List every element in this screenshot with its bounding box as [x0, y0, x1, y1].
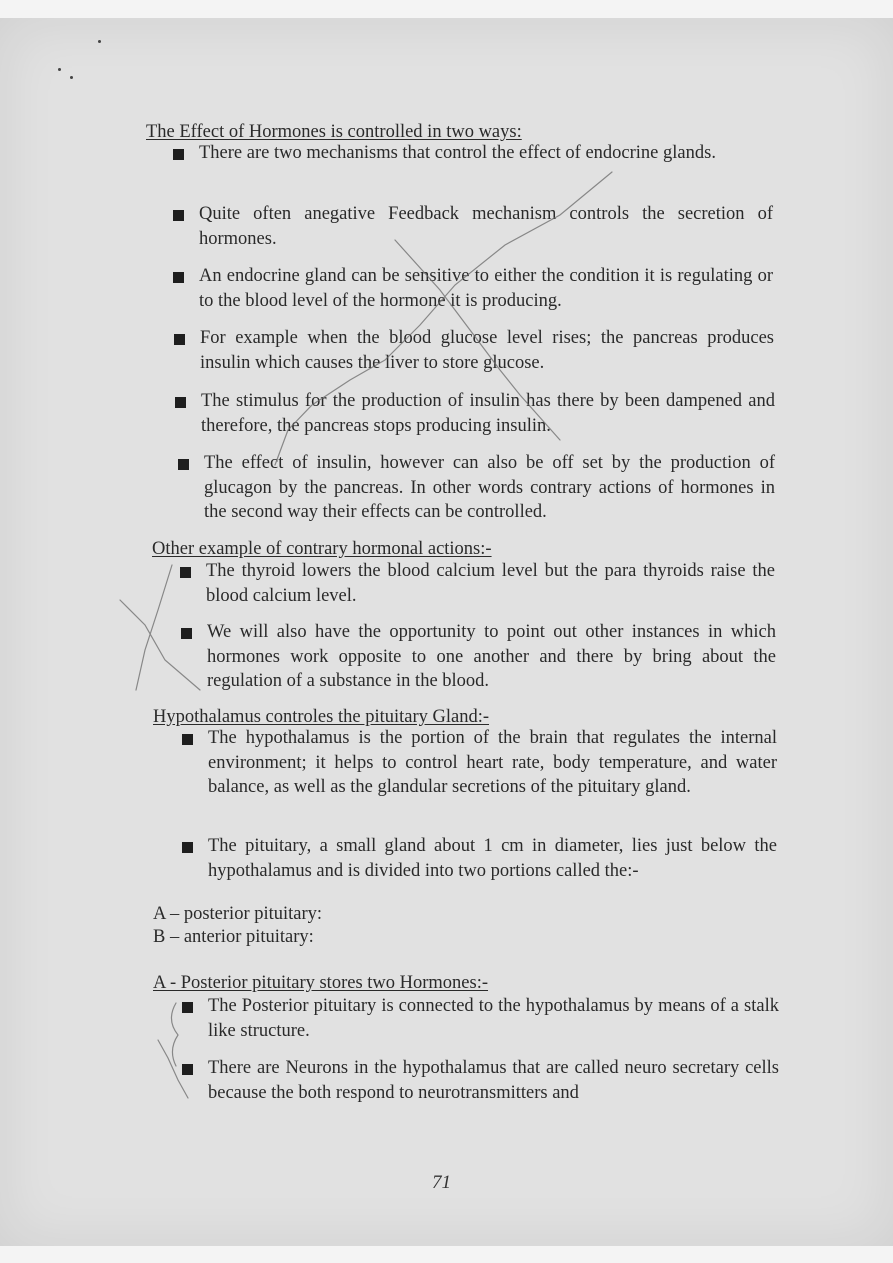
- list-item: There are two mechanisms that control the effect of endocrine glands.: [173, 141, 773, 166]
- list-item: The thyroid lowers the blood calcium level but the para thyroids raise the blood calcium level.: [180, 559, 775, 608]
- cross-mark-line: [120, 600, 200, 690]
- list-item: The pituitary, a small gland about 1 cm in diameter, lies just below the hypothalamus and is divided into two portions called the:-: [182, 834, 777, 883]
- anterior-pituitary-line: B – anterior pituitary:: [153, 927, 314, 947]
- page-number: 71: [432, 1172, 451, 1193]
- list-item: Quite often anegative Feedback mechanism controls the secretion of hormones.: [173, 202, 773, 251]
- posterior-pituitary-line: A – posterior pituitary:: [153, 904, 323, 924]
- list-item: We will also have the opportunity to point out other instances in which hormones work opposite to one another and there by bring about the regulation of a substance in the blood.: [181, 620, 776, 694]
- list-item: The stimulus for the production of insulin has there by been dampened and therefore, the pancreas stops producing insulin.: [175, 389, 775, 438]
- section-heading-contrary-actions: Other example of contrary hormonal actions:-: [152, 539, 492, 559]
- list-item: An endocrine gland can be sensitive to either the condition it is regulating or to the blood level of the hormone it is producing.: [173, 264, 773, 313]
- cross-mark-line: [136, 565, 172, 690]
- diagonal-pencil-line: [275, 172, 612, 465]
- list-item: For example when the blood glucose level rises; the pancreas produces insulin which causes the liver to store glucose.: [174, 326, 774, 375]
- section-heading-effect-of-hormones: The Effect of Hormones is controlled in two ways:: [146, 122, 522, 142]
- section-heading-hypothalamus: Hypothalamus controles the pituitary Gland:-: [153, 707, 490, 727]
- diagonal-pencil-line: [395, 240, 560, 440]
- list-item: The Posterior pituitary is connected to the hypothalamus by means of a stalk like structure.: [182, 994, 779, 1043]
- list-item: The effect of insulin, however can also be off set by the production of glucagon by the pancreas. In other words contrary actions of hormones in the second way their effects can be controlled.: [178, 451, 775, 525]
- section-heading-posterior-pituitary: A - Posterior pituitary stores two Hormones:-: [153, 973, 489, 993]
- list-item: There are Neurons in the hypothalamus that are called neuro secretary cells because the both respond to neurotransmitters and: [182, 1056, 779, 1105]
- list-item: The hypothalamus is the portion of the brain that regulates the internal environment; it helps to control heart rate, body temperature, and water balance, as well as the glandular secretions of the pituitary gland.: [182, 726, 777, 800]
- bracket-mark: [171, 1003, 178, 1066]
